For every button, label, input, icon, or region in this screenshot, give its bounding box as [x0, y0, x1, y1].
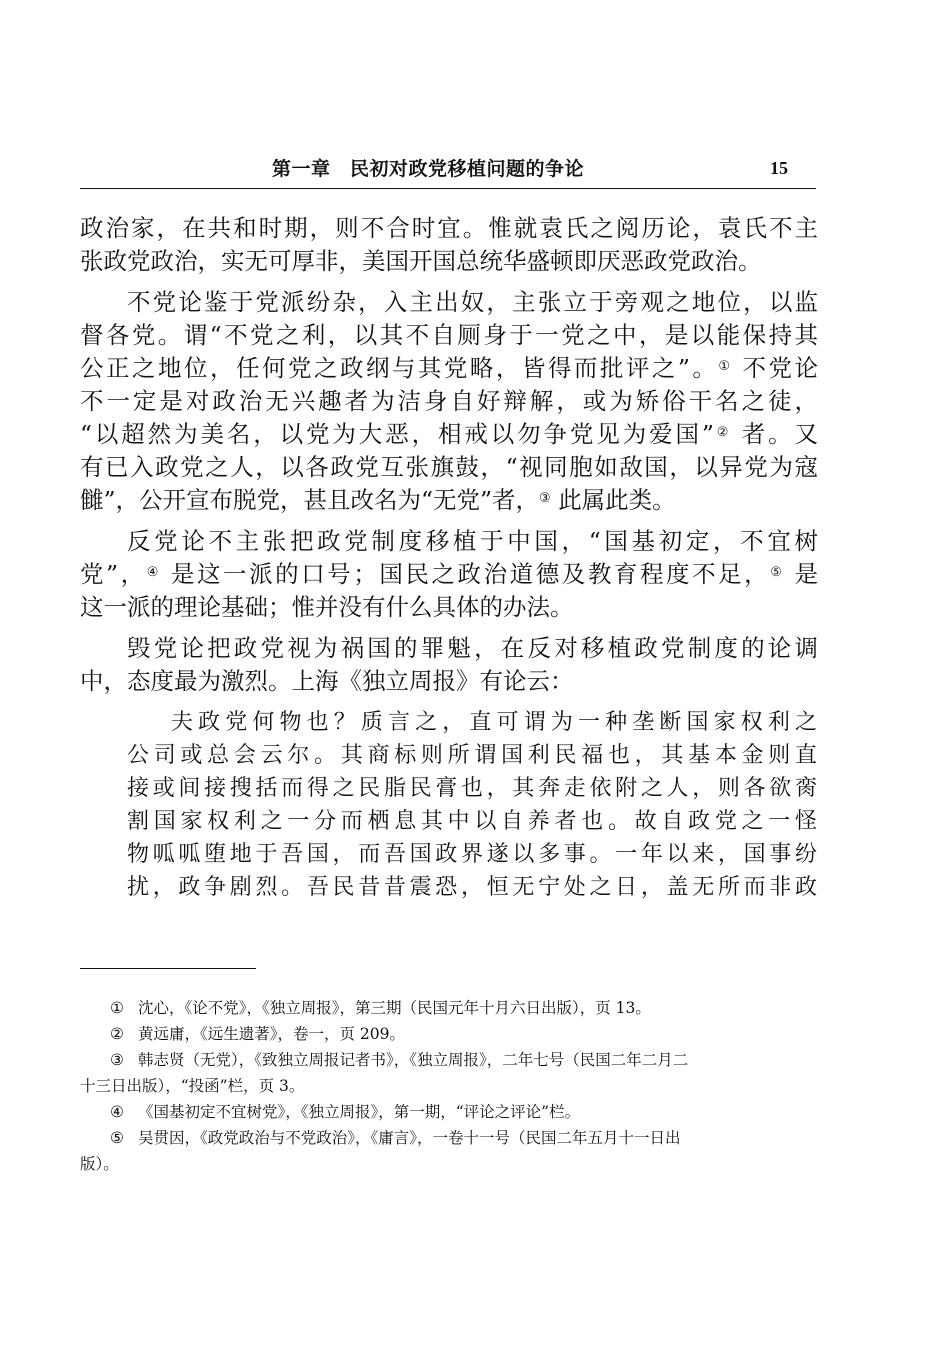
- footnote-ref[interactable]: ②: [713, 425, 732, 440]
- footnote-1: [80, 995, 816, 1021]
- footnote-ref[interactable]: ③: [539, 491, 551, 506]
- text-line: 中，态度最为激烈。上海《独立周报》有论云：: [80, 667, 574, 695]
- text-line: 公正之地位，任何党之政纲与其党略，皆得而批评之”。① 不党论: [80, 354, 818, 382]
- text-line: 这一派的理论基础；惟并没有什么具体的办法。: [80, 593, 574, 621]
- footnote-4: [80, 1099, 816, 1125]
- text-line: 不一定是对政治无兴趣者为洁身自好辩解，或为矫俗干名之徒，: [80, 387, 818, 415]
- footnote-mark: ①: [110, 999, 124, 1017]
- paragraph: [80, 525, 818, 624]
- text-line: 张政党政治，实无可厚非，美国开国总统华盛顿即厌恶政党政治。: [80, 247, 762, 275]
- text-line: 督各党。谓“不党之利，以其不自厕身于一党之中，是以能保持其: [80, 321, 818, 349]
- footnote-mark: ②: [110, 1025, 124, 1043]
- text-line: 毁党论把政党视为祸国的罪魁，在反对移植政党制度的论调: [127, 634, 818, 662]
- text-line: 不党论鉴于党派纷杂，入主出奴，主张立于旁观之地位，以监: [127, 288, 818, 316]
- footnote-line: 版）。: [80, 1155, 119, 1173]
- text-line: 党”，④ 是这一派的口号；国民之政治道德及教育程度不足，⑤ 是: [80, 560, 818, 588]
- quote-line: 公司或总会云尔。其商标则所谓国利民福也，其基本金则直: [127, 743, 817, 768]
- body-text: [80, 212, 818, 904]
- footnote-ref[interactable]: ①: [718, 359, 733, 374]
- footnote-line: ⑤ 吴贯因，《政党政治与不党政治》，《庸言》，一卷十一号（民国二年五月十一日出: [80, 1125, 816, 1151]
- block-quote: [127, 706, 817, 904]
- footnote-divider: [80, 968, 256, 969]
- footnotes: [80, 995, 816, 1177]
- chapter-title: 第一章 民初对政党移植问题的争论: [272, 158, 585, 180]
- footnote-line: ② 黄远庸，《远生遗著》，卷一，页 209。: [80, 1021, 816, 1047]
- paragraph: [80, 286, 818, 517]
- text-line: 政治家，在共和时期，则不合时宜。惟就袁氏之阅历论，袁氏不主: [80, 214, 818, 242]
- quote-line: 割国家权利之一分而栖息其中以自养者也。故自政党之一怪: [127, 809, 817, 834]
- footnote-line: 十三日出版），“投函”栏，页 3。: [80, 1077, 305, 1095]
- quote-line: 接或间接搜括而得之民脂民膏也，其奔走依附之人，则各欲脔: [127, 776, 817, 801]
- footnote-line: ④ 《国基初定不宜树党》，《独立周报》，第一期，“评论之评论”栏。: [80, 1099, 816, 1125]
- footnote-mark: ③: [110, 1051, 124, 1069]
- text-line: “以超然为美名，以党为大恶，相戒以勿争党见为爱国”② 者。又: [80, 420, 818, 448]
- footnote-mark: ④: [110, 1103, 124, 1121]
- quote-line: 夫政党何物也？质言之，直可谓为一种垄断国家权利之: [171, 710, 817, 735]
- footnote-3: [80, 1047, 816, 1099]
- footnote-2: [80, 1021, 816, 1047]
- running-header: [80, 148, 816, 189]
- quote-line: 扰，政争剧烈。吾民昔昔震恐，恒无宁处之日，盖无所而非政: [127, 875, 817, 900]
- footnote-ref[interactable]: ⑤: [770, 565, 785, 580]
- text-line: 雠”，公开宣布脱党，甚且改名为“无党”者，③ 此属此类。: [80, 486, 676, 514]
- text-line: 有已入政党之人，以各政党互张旗鼓，“视同胞如敌国，以异党为寇: [80, 453, 818, 481]
- paragraph: [80, 632, 818, 698]
- footnote-5: [80, 1125, 816, 1177]
- quote-line: 物呱呱堕地于吾国，而吾国政界遂以多事。一年以来，国事纷: [127, 842, 817, 867]
- footnote-line: ③ 韩志贤（无党），《致独立周报记者书》，《独立周报》，二年七号（民国二年二月二: [80, 1047, 816, 1073]
- text-line: 反党论不主张把政党制度移植于中国，“国基初定，不宜树: [127, 527, 818, 555]
- footnote-line: ① 沈心，《论不党》，《独立周报》，第三期（民国元年十月六日出版），页 13。: [80, 995, 816, 1021]
- page-number: 15: [770, 158, 788, 178]
- paragraph: [80, 212, 818, 278]
- footnote-mark: ⑤: [110, 1129, 124, 1147]
- footnote-ref[interactable]: ④: [146, 565, 161, 580]
